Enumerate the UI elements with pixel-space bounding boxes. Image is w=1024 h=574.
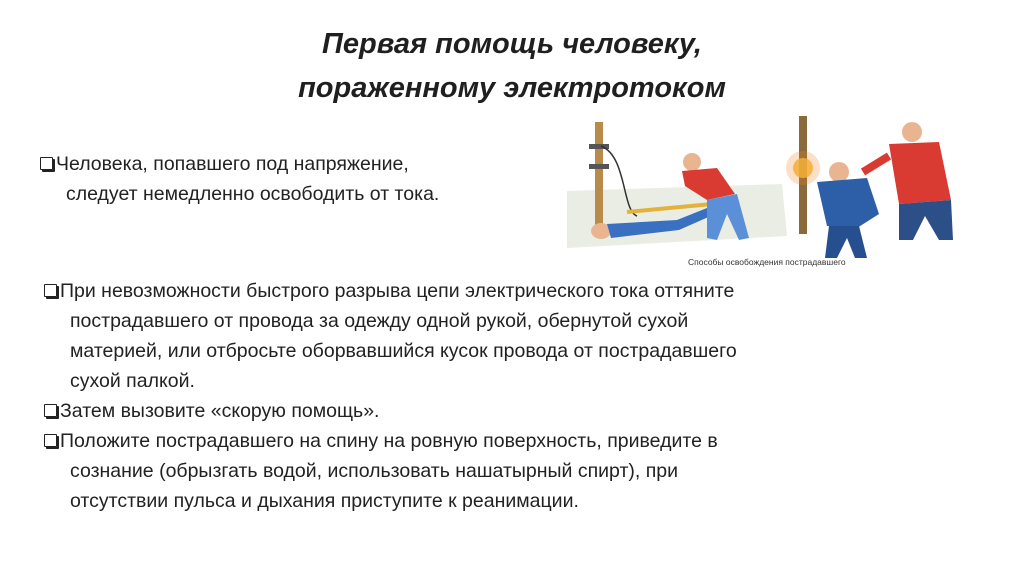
bullet-text-line: сухой палкой. — [70, 370, 195, 392]
bullet-text-line: следует немедленно освободить от тока. — [66, 183, 440, 205]
bullet-item-top — [40, 149, 540, 209]
checkbox-bullet-icon — [40, 157, 53, 170]
bullet-text-line: Человека, попавшего под напряжение, — [56, 153, 409, 175]
bullet-text-line: сознание (обрызгать водой, использовать нашатырный спирт), при — [70, 460, 679, 482]
bullet-item — [44, 426, 944, 516]
bullet-text-line: Положите пострадавшего на спину на ровную поверхность, приведите в — [60, 430, 718, 452]
slide-title — [0, 22, 1024, 110]
bullet-item — [44, 276, 944, 396]
checkbox-bullet-icon — [44, 404, 57, 417]
bullet-text-line: пострадавшего от провода за одежду одной рукой, обернутой сухой — [70, 310, 689, 332]
bullet-item — [44, 396, 944, 426]
checkbox-bullet-icon — [44, 434, 57, 447]
bullet-list — [44, 276, 944, 516]
checkbox-bullet-icon — [44, 284, 57, 297]
illustration-caption: Способы освобождения пострадавшего — [688, 257, 846, 267]
title-line-1: Первая помощь человеку, — [322, 28, 702, 60]
title-line-2: пораженному электротоком — [298, 72, 726, 104]
bullet-text-line: При невозможности быстрого разрыва цепи электрического тока оттяните — [60, 280, 735, 302]
bullet-text-line: отсутствии пульса и дыхания приступите к реанимации. — [70, 490, 579, 512]
bullet-text-line: материей, или отбросьте оборвавшийся кусок провода от пострадавшего — [70, 340, 737, 362]
rescue-illustration — [567, 116, 987, 272]
bullet-text-line: Затем вызовите «скорую помощь». — [60, 400, 380, 422]
